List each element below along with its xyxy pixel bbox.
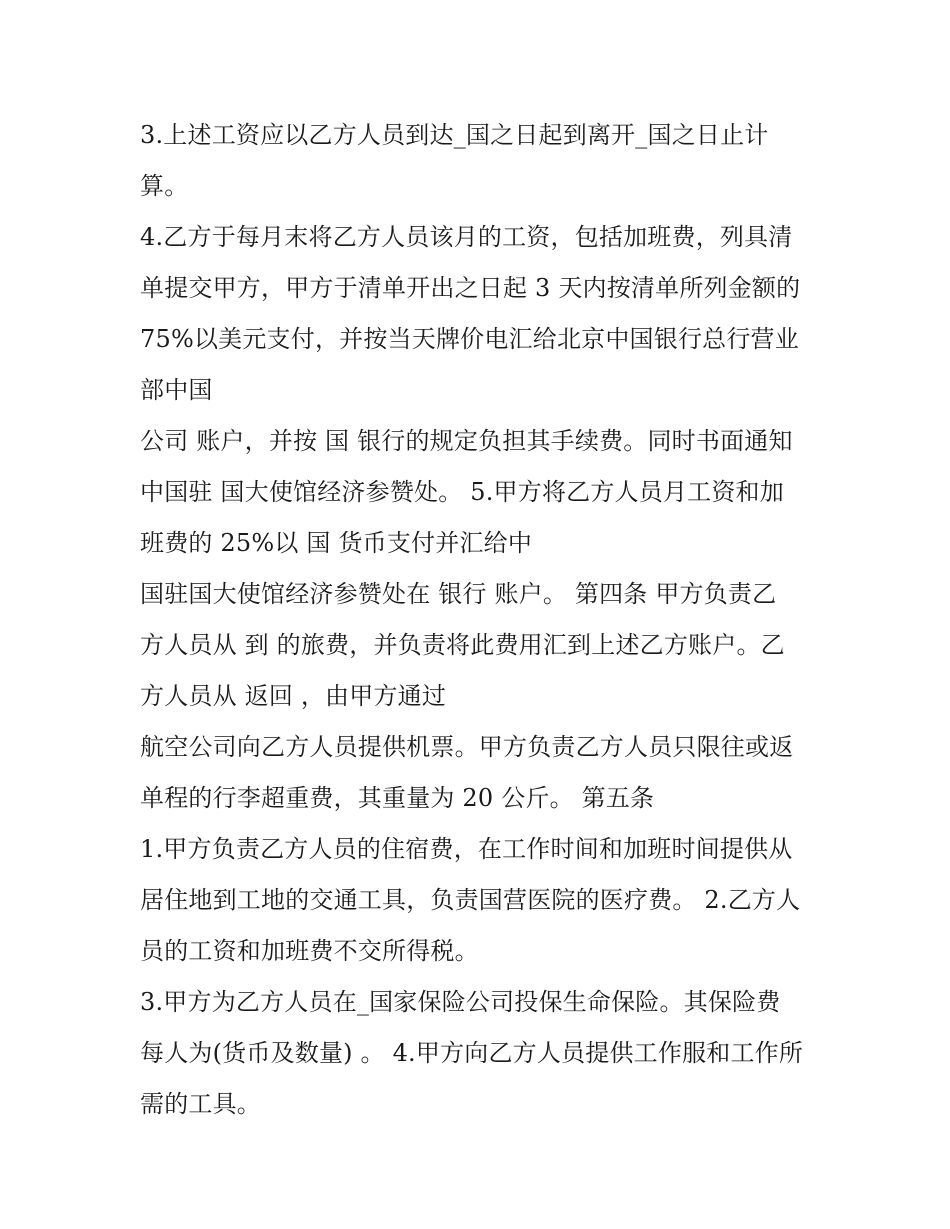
text-line: 3.甲方为乙方人员在_国家保险公司投保生命保险。其保险费 bbox=[140, 988, 781, 1016]
text-line: 公司 账户，并按 国 银行的规定负担其手续费。同时书面通知 bbox=[140, 427, 793, 455]
text-line: 75%以美元支付，并按当天牌价电汇给北京中国银行总行营业 bbox=[140, 325, 799, 353]
text-line: 3.上述工资应以乙方人员到达_国之日起到离开_国之日止计 bbox=[140, 121, 769, 149]
text-line: 员的工资和加班费不交所得税。 bbox=[140, 937, 479, 965]
text-line: 航空公司向乙方人员提供机票。甲方负责乙方人员只限往或返 bbox=[140, 733, 794, 761]
text-line: 班费的 25%以 国 货币支付并汇给中 bbox=[140, 529, 533, 557]
text-line: 方人员从 返回 ，由甲方通过 bbox=[140, 682, 447, 710]
text-line: 每人为(货币及数量) 。 4.甲方向乙方人员提供工作服和工作所 bbox=[140, 1039, 804, 1067]
document-body bbox=[140, 110, 830, 1130]
text-line: 中国驻 国大使馆经济参赞处。 5.甲方将乙方人员月工资和加 bbox=[140, 478, 784, 506]
text-line: 单程的行李超重费，其重量为 20 公斤。 第五条 bbox=[140, 784, 655, 812]
text-line: 单提交甲方，甲方于清单开出之日起 3 天内按清单所列金额的 bbox=[140, 274, 801, 302]
text-line: 方人员从 到 的旅费，并负责将此费用汇到上述乙方账户。乙 bbox=[140, 631, 785, 659]
text-line: 1.甲方负责乙方人员的住宿费，在工作时间和加班时间提供从 bbox=[140, 835, 793, 863]
text-line: 4.乙方于每月末将乙方人员该月的工资，包括加班费，列具清 bbox=[140, 223, 793, 251]
text-line: 需的工具。 bbox=[140, 1090, 261, 1118]
text-line: 国驻国大使馆经济参赞处在 银行 账户。 第四条 甲方负责乙 bbox=[140, 580, 777, 608]
text-line: 算。 bbox=[140, 172, 189, 200]
text-line: 居住地到工地的交通工具，负责国营医院的医疗费。 2.乙方人 bbox=[140, 886, 801, 914]
text-line: 部中国 bbox=[140, 376, 213, 404]
